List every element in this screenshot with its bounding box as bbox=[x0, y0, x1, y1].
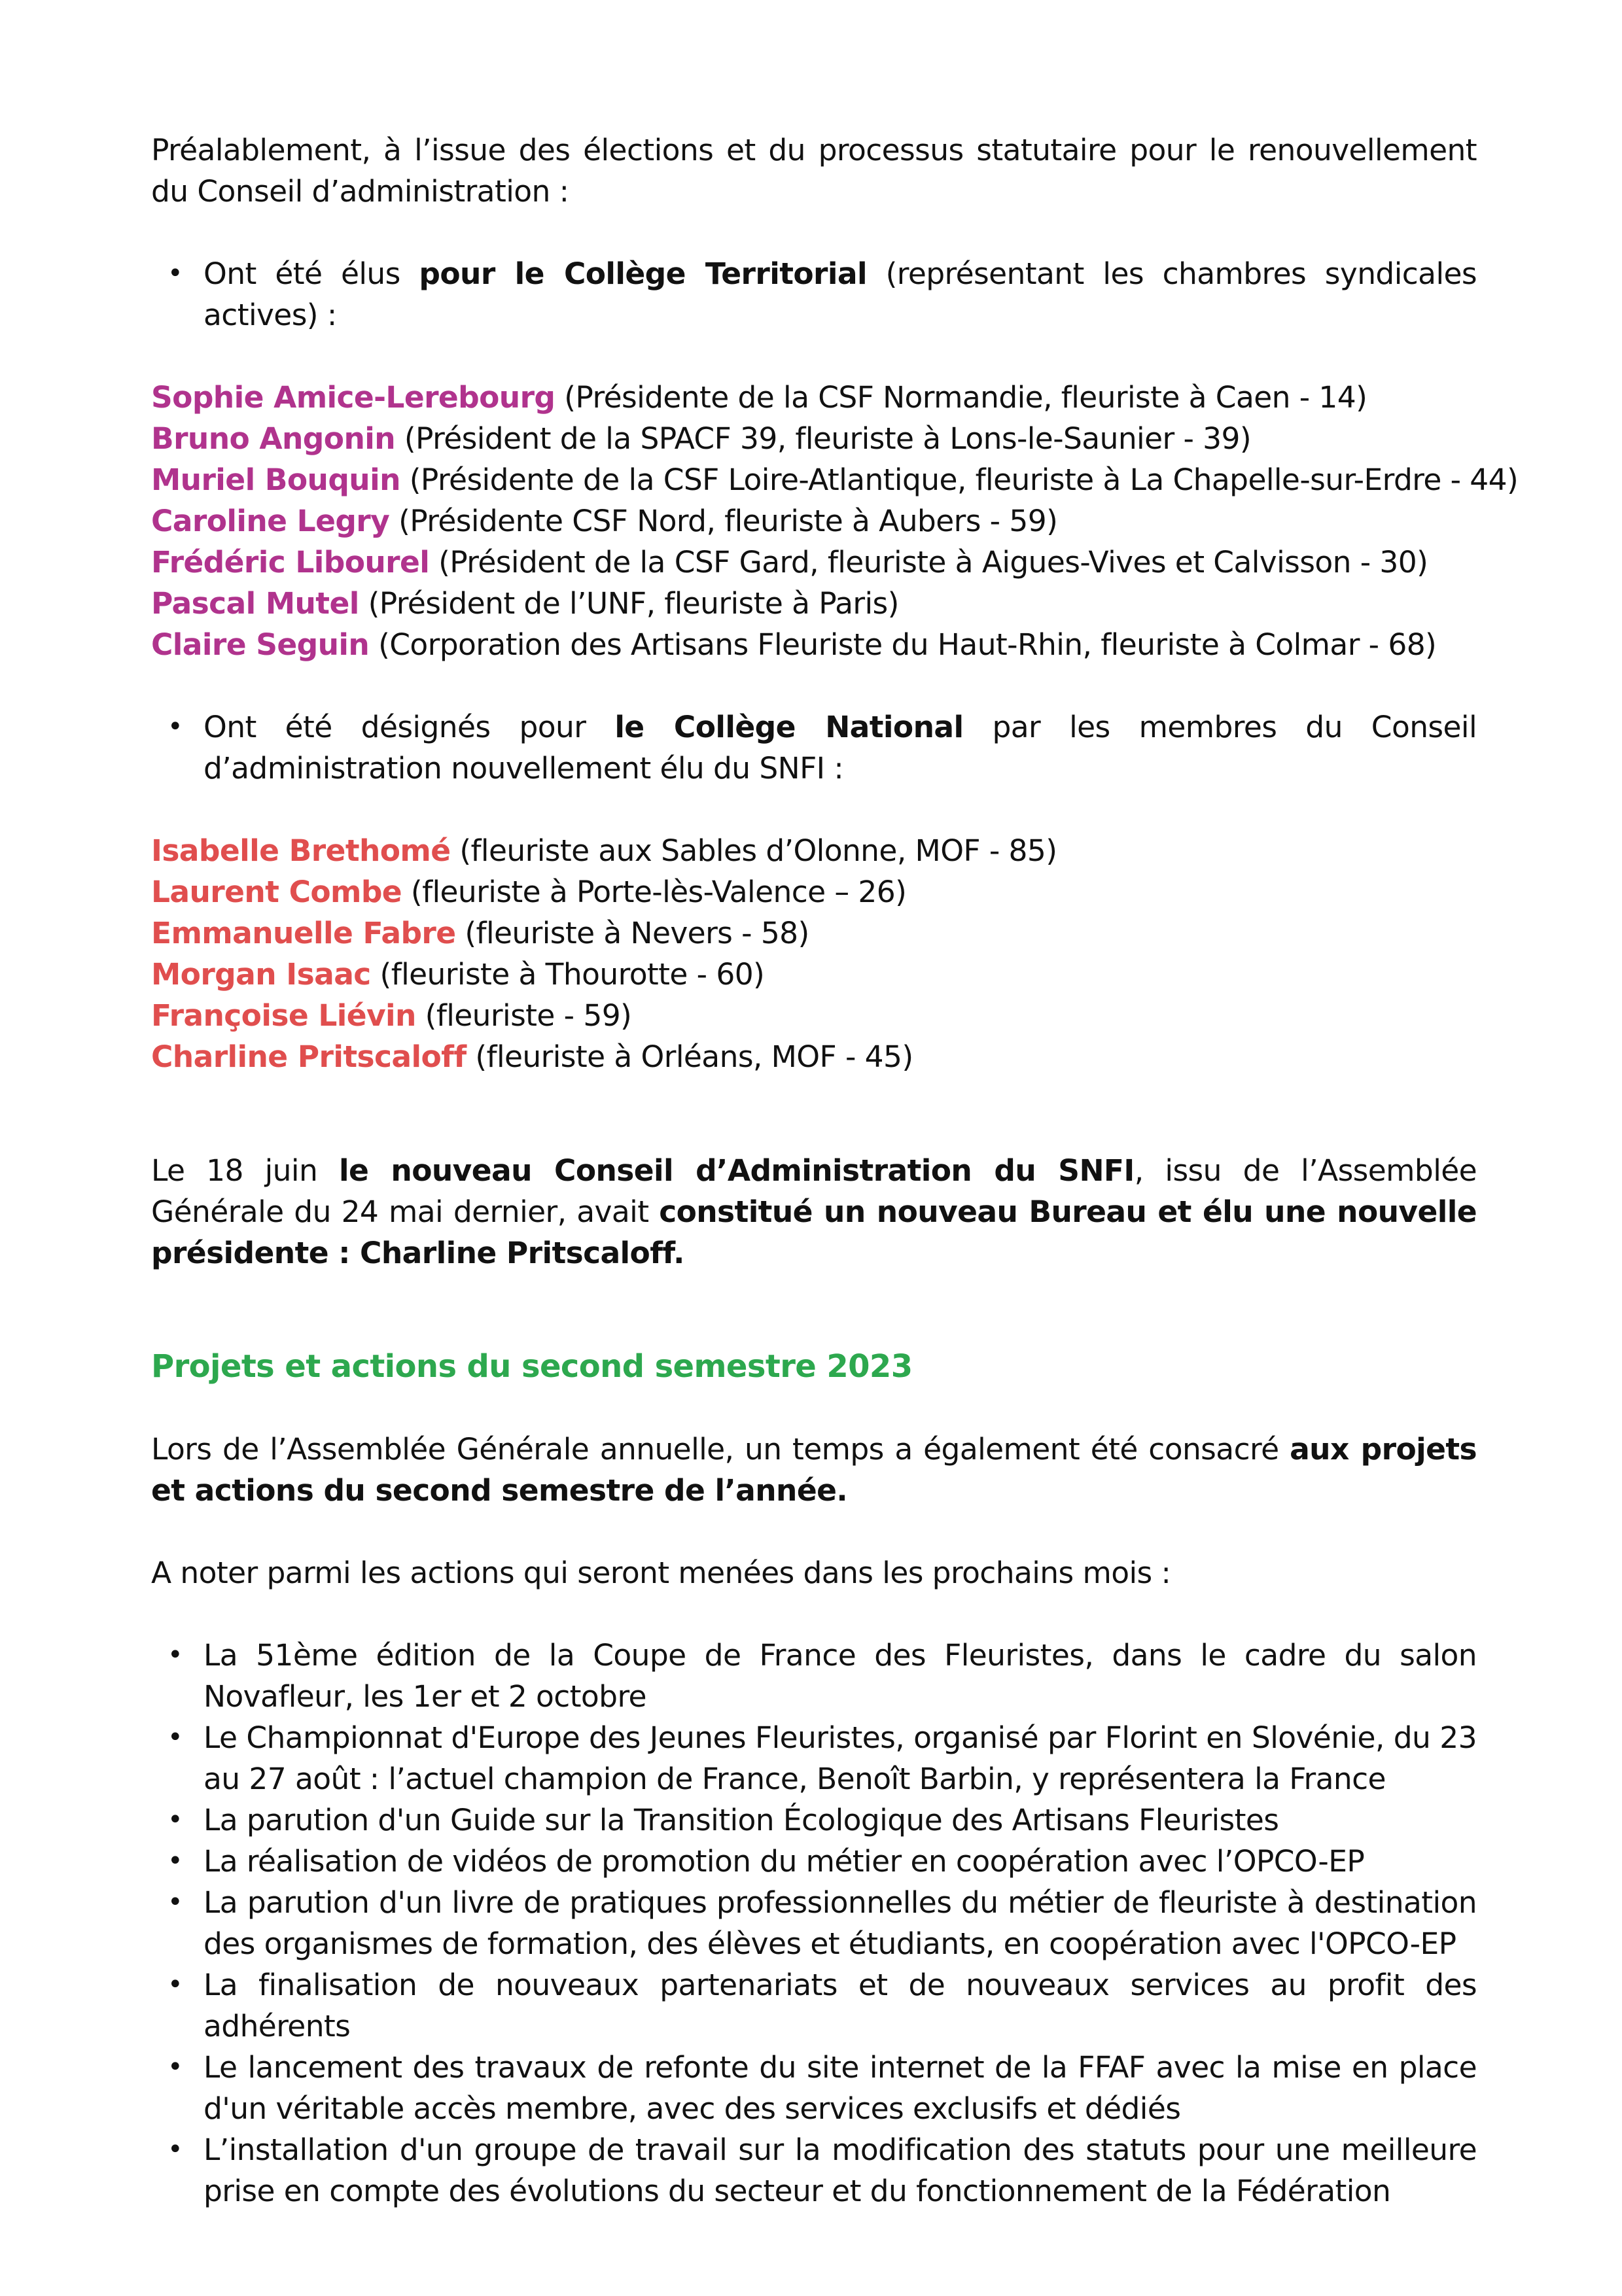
list-item: • Ont été désignés pour le Collège National par les membres du Conseil d’administration nouvellement élu du SNFI : bbox=[151, 706, 1477, 789]
spacer bbox=[151, 1077, 1477, 1150]
member-detail: (Présidente de la CSF Loire-Atlantique, fleuriste à La Chapelle-sur-Erdre - 44) bbox=[400, 462, 1519, 497]
member-detail: (fleuriste à Orléans, MOF - 45) bbox=[466, 1039, 913, 1074]
bullet-icon: • bbox=[167, 2052, 183, 2082]
member-line bbox=[151, 954, 1477, 995]
territorial-members-list bbox=[151, 377, 1519, 665]
member-name: Laurent Combe bbox=[151, 875, 402, 909]
bullet-icon: • bbox=[167, 2134, 183, 2165]
member-detail: (Corporation des Artisans Fleuriste du Haut-Rhin, fleuriste à Colmar - 68) bbox=[369, 627, 1437, 662]
territorial-bullet bbox=[151, 253, 1477, 336]
member-name: Caroline Legry bbox=[151, 504, 390, 538]
member-detail: (Président de la SPACF 39, fleuriste à Lons-le-Saunier - 39) bbox=[395, 421, 1251, 456]
member-name: Charline Pritscaloff bbox=[151, 1039, 467, 1074]
list-item: • La 51ème édition de la Coupe de France des Fleuristes, dans le cadre du salon Novafleur, les 1er et 2 octobre bbox=[151, 1635, 1477, 1717]
list-item: • La réalisation de vidéos de promotion du métier en coopération avec l’OPCO-EP bbox=[151, 1841, 1477, 1882]
member-line bbox=[151, 459, 1519, 500]
bullet-icon: • bbox=[167, 1970, 183, 2000]
member-line bbox=[151, 624, 1477, 665]
bullet-icon: • bbox=[167, 1887, 183, 1917]
member-name: Muriel Bouquin bbox=[151, 462, 400, 497]
member-name: Morgan Isaac bbox=[151, 957, 371, 992]
member-line bbox=[151, 377, 1477, 418]
list-item: • La finalisation de nouveaux partenariats et de nouveaux services au profit des adhérents bbox=[151, 1964, 1477, 2047]
member-line bbox=[151, 500, 1477, 542]
spacer bbox=[151, 665, 1477, 706]
bullet-icon: • bbox=[167, 258, 183, 288]
member-detail: (Président de la CSF Gard, fleuriste à Aigues-Vives et Calvisson - 30) bbox=[429, 545, 1428, 580]
member-line bbox=[151, 1036, 1477, 1077]
list-item: • La parution d'un Guide sur la Transition Écologique des Artisans Fleuristes bbox=[151, 1800, 1477, 1841]
member-line bbox=[151, 830, 1477, 871]
member-line bbox=[151, 542, 1477, 583]
member-line bbox=[151, 913, 1477, 954]
national-members-list bbox=[151, 830, 1477, 1077]
member-detail: (Présidente de la CSF Normandie, fleuriste à Caen - 14) bbox=[555, 380, 1367, 415]
projects-note: A noter parmi les actions qui seront menées dans les prochains mois : bbox=[151, 1556, 1171, 1590]
member-name: Sophie Amice-Lerebourg bbox=[151, 380, 555, 415]
document-page bbox=[151, 130, 1519, 2212]
member-detail: (fleuriste à Porte-lès-Valence – 26) bbox=[402, 875, 907, 909]
member-line bbox=[151, 871, 1477, 913]
intro-paragraph: Préalablement, à l’issue des élections et du processus statutaire pour le renouvellement du Conseil d’administration : bbox=[151, 133, 1477, 209]
bullet-icon: • bbox=[167, 1722, 183, 1752]
spacer bbox=[151, 212, 1477, 253]
member-detail: (Présidente CSF Nord, fleuriste à Aubers - 59) bbox=[389, 504, 1058, 538]
list-item: • La parution d'un livre de pratiques professionnelles du métier de fleuriste à destination des organismes de formation, des élèves et étudiants, en coopération avec l'OPCO-EP bbox=[151, 1882, 1477, 1964]
spacer bbox=[151, 1387, 1477, 1429]
bullet-icon: • bbox=[167, 1846, 183, 1876]
spacer bbox=[151, 336, 1477, 377]
member-name: Bruno Angonin bbox=[151, 421, 396, 456]
projects-intro: Lors de l’Assemblée Générale annuelle, un temps a également été consacré aux projets et actions du second semestre de l’année. bbox=[151, 1432, 1477, 1508]
spacer bbox=[151, 1274, 1477, 1346]
member-line bbox=[151, 418, 1477, 459]
council-paragraph: Le 18 juin le nouveau Conseil d’Administration du SNFI, issu de l’Assemblée Générale du 24 mai dernier, avait constitué un nouveau Bureau et élu une nouvelle présidente : Charline Pritscaloff. bbox=[151, 1153, 1477, 1270]
spacer bbox=[151, 1511, 1477, 1552]
member-line bbox=[151, 995, 1477, 1036]
spacer bbox=[151, 789, 1477, 830]
section-title: Projets et actions du second semestre 2023 bbox=[151, 1348, 913, 1385]
actions-list bbox=[151, 1635, 1477, 2212]
member-name: Frédéric Libourel bbox=[151, 545, 430, 580]
bullet-icon: • bbox=[167, 712, 183, 742]
member-name: Emmanuelle Fabre bbox=[151, 916, 456, 950]
member-name: Isabelle Brethomé bbox=[151, 833, 451, 868]
national-bullet bbox=[151, 706, 1477, 789]
member-detail: (fleuriste aux Sables d’Olonne, MOF - 85) bbox=[450, 833, 1057, 868]
member-name: Françoise Liévin bbox=[151, 998, 416, 1033]
member-line bbox=[151, 583, 1477, 624]
member-detail: (fleuriste à Nevers - 58) bbox=[455, 916, 809, 950]
bullet-icon: • bbox=[167, 1805, 183, 1835]
member-detail: (Président de l’UNF, fleuriste à Paris) bbox=[359, 586, 899, 621]
spacer bbox=[151, 1593, 1477, 1635]
list-item: • L’installation d'un groupe de travail sur la modification des statuts pour une meilleure prise en compte des évolutions du secteur et du fonctionnement de la Fédération bbox=[151, 2129, 1477, 2212]
member-name: Claire Seguin bbox=[151, 627, 370, 662]
bullet-icon: • bbox=[167, 1640, 183, 1670]
member-detail: (fleuriste - 59) bbox=[415, 998, 632, 1033]
list-item: • Le lancement des travaux de refonte du site internet de la FFAF avec la mise en place d'un véritable accès membre, avec des services exclusifs et dédiés bbox=[151, 2047, 1477, 2129]
member-detail: (fleuriste à Thourotte - 60) bbox=[370, 957, 765, 992]
list-item: • Le Championnat d'Europe des Jeunes Fleuristes, organisé par Florint en Slovénie, du 23 au 27 août : l’actuel champion de France, Benoît Barbin, y représentera la France bbox=[151, 1717, 1477, 1800]
member-name: Pascal Mutel bbox=[151, 586, 359, 621]
list-item: • Ont été élus pour le Collège Territorial (représentant les chambres syndicales actives) : bbox=[151, 253, 1477, 336]
